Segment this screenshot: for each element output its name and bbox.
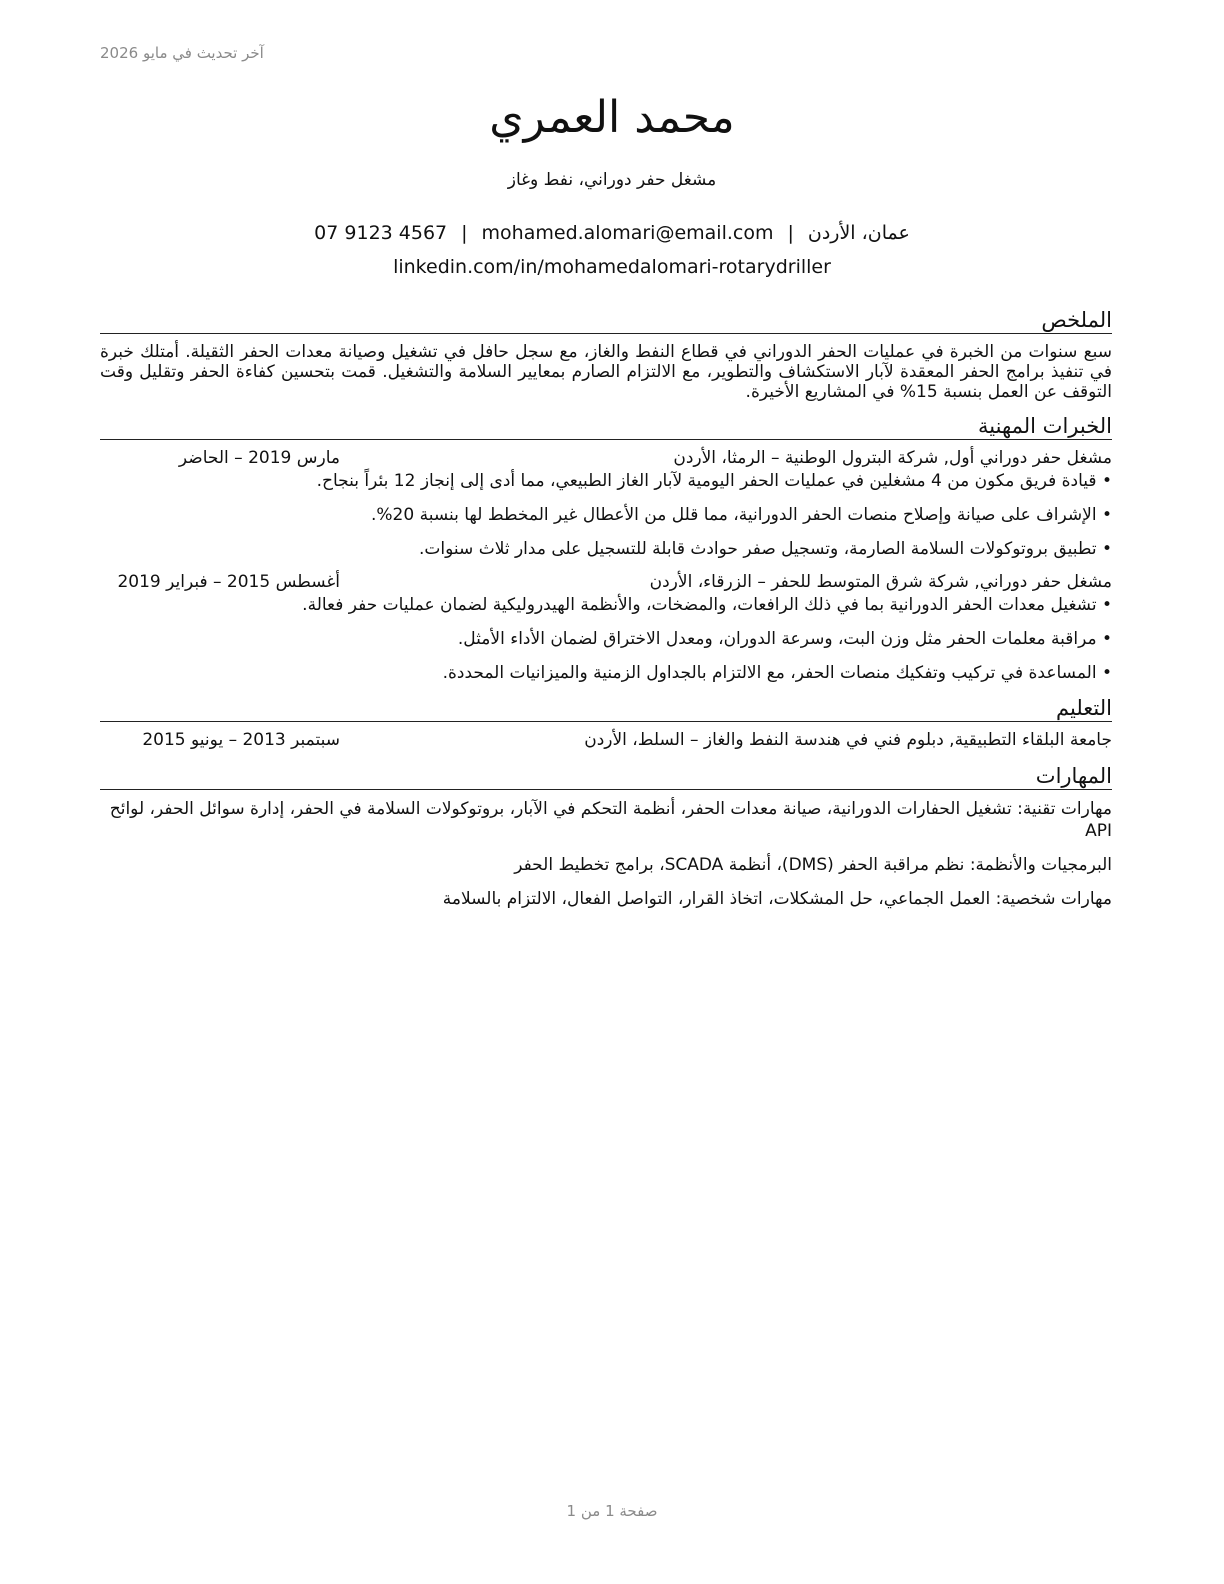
education-entry: [100, 730, 1112, 750]
candidate-title: مشغل حفر دوراني، نفط وغاز: [507, 170, 717, 190]
job-bullets: [100, 594, 1112, 684]
list-item: • الإشراف على صيانة وإصلاح منصات الحفر الدورانية، مما قلل من الأعطال غير المخطط لها بنسبة 20%.: [100, 504, 1112, 526]
list-item: • تشغيل معدات الحفر الدورانية بما في ذلك الرافعات، والمضخات، والأنظمة الهيدروليكية لضمان عمليات حفر فعالة.: [100, 594, 1112, 616]
list-item: • تطبيق بروتوكولات السلامة الصارمة، وتسجيل صفر حوادث قابلة للتسجيل على مدار ثلاث سنوات.: [100, 538, 1112, 560]
education-heading: جامعة البلقاء التطبيقية, دبلوم فني في هندسة النفط والغاز – السلط، الأردن: [584, 730, 1112, 750]
contact-line: [0, 222, 1224, 244]
job-header: [100, 448, 1112, 468]
job-heading: مشغل حفر دوراني, شركة شرق المتوسط للحفر – الزرقاء، الأردن: [649, 572, 1112, 592]
location: عمان، الأردن: [807, 222, 910, 244]
job-header: [100, 572, 1112, 592]
summary-text: سبع سنوات من الخبرة في عمليات الحفر الدوراني في قطاع النفط والغاز، مع سجل حافل في تشغيل وصيانة معدات الحفر الثقيلة. أمتلك خبرة في تنفيذ برامج الحفر المعقدة لآبار الاستكشاف والتطوير، مع الالتزام الصارم بمعايير السلامة والتشغيل. قمت بتحسين كفاءة الحفر وتقليل وقت التوقف عن العمل بنسبة 15% في المشاريع الأخيرة.: [100, 342, 1112, 402]
skill-line: مهارات شخصية: العمل الجماعي، حل المشكلات، اتخاذ القرار، التواصل الفعال، الالتزام بالسلامة: [442, 889, 1112, 909]
job-dates: مارس 2019 – الحاضر: [178, 448, 340, 468]
section-heading-experience: الخبرات المهنية: [100, 414, 1112, 440]
section-heading-summary: الملخص: [100, 308, 1112, 334]
job-dates: أغسطس 2015 – فبراير 2019: [117, 572, 340, 592]
job-heading: مشغل حفر دوراني أول, شركة البترول الوطنية – الرمثا، الأردن: [673, 448, 1112, 468]
resume-content: [100, 308, 1112, 922]
separator: |: [461, 222, 468, 244]
page-number: صفحة 1 من 1: [566, 1502, 658, 1520]
list-item: • قيادة فريق مكون من 4 مشغلين في عمليات الحفر اليومية لآبار الغاز الطبيعي، مما أدى إلى إنجاز 12 بئراً بنجاح.: [100, 470, 1112, 492]
education-dates: سبتمبر 2013 – يونيو 2015: [142, 730, 340, 750]
skill-line: مهارات تقنية: تشغيل الحفارات الدورانية، صيانة معدات الحفر، أنظمة التحكم في الآبار، بروتوكولات السلامة في الحفر، إدارة سوائل الحفر، لوائح API: [109, 799, 1112, 841]
experience-entry: [100, 572, 1112, 684]
job-bullets: [100, 470, 1112, 560]
phone: 07 9123 4567: [314, 222, 448, 244]
linkedin-link[interactable]: linkedin.com/in/mohamedalomari-rotarydriller: [393, 256, 831, 278]
candidate-name: محمد العمري: [489, 92, 735, 143]
experience-entry: [100, 448, 1112, 560]
last-updated: آخر تحديث في مايو 2026: [100, 44, 264, 62]
list-item: • المساعدة في تركيب وتفكيك منصات الحفر، مع الالتزام بالجداول الزمنية والميزانيات المحددة.: [100, 662, 1112, 684]
skill-line: البرمجيات والأنظمة: نظم مراقبة الحفر (DMS)، أنظمة SCADA، برامج تخطيط الحفر: [514, 855, 1112, 875]
email-link[interactable]: mohamed.alomari@email.com: [481, 222, 774, 244]
section-heading-education: التعليم: [100, 696, 1112, 722]
section-heading-skills: المهارات: [100, 764, 1112, 790]
list-item: • مراقبة معلمات الحفر مثل وزن البت، وسرعة الدوران، ومعدل الاختراق لضمان الأداء الأمثل.: [100, 628, 1112, 650]
separator: |: [787, 222, 794, 244]
